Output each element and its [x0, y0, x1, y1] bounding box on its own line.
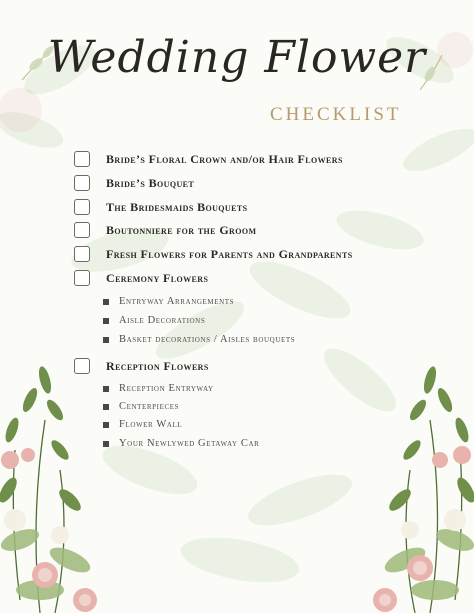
ceremony-subitem: [103, 315, 205, 326]
checkbox[interactable]: [74, 246, 90, 262]
checkbox[interactable]: [74, 151, 90, 167]
reception-subitem: [103, 438, 259, 449]
checklist-item-label: Bride’s Bouquet: [106, 175, 195, 190]
square-bullet-icon: [103, 422, 109, 428]
checklist-item-label: Reception Flowers: [106, 358, 209, 373]
checklist-item[interactable]: [74, 151, 343, 167]
checklist-item-label: Fresh Flowers for Parents and Grandparents: [106, 246, 353, 261]
subitem-label: Centerpieces: [119, 401, 180, 412]
subitem-label: Reception Entryway: [119, 383, 214, 394]
reception-subitem: [103, 419, 182, 430]
square-bullet-icon: [103, 318, 109, 324]
checklist-item[interactable]: [74, 222, 256, 238]
square-bullet-icon: [103, 404, 109, 410]
square-bullet-icon: [103, 299, 109, 305]
checkbox[interactable]: [74, 222, 90, 238]
subitem-label: Flower Wall: [119, 419, 183, 430]
subitem-label: Basket decorations / Aisles bouquets: [119, 334, 296, 345]
checklist-item-label: The Bridesmaids Bouquets: [106, 199, 248, 214]
page-subtitle: CHECKLIST: [270, 104, 402, 125]
ceremony-subitem: [103, 334, 295, 345]
checklist-item[interactable]: [74, 175, 194, 191]
checkbox[interactable]: [74, 199, 90, 215]
checklist-item-label: Boutonniere for the Groom: [106, 222, 257, 237]
reception-subitem: [103, 401, 179, 412]
checklist-item-label: Bride’s Floral Crown and/or Hair Flowers: [106, 151, 343, 166]
checklist-item-label: Ceremony Flowers: [106, 270, 209, 285]
square-bullet-icon: [103, 441, 109, 447]
checklist-item[interactable]: [74, 199, 247, 215]
checkbox[interactable]: [74, 358, 90, 374]
checklist-item[interactable]: [74, 246, 353, 262]
checkbox[interactable]: [74, 270, 90, 286]
subitem-label: Entryway Arrangements: [119, 296, 235, 307]
subitem-label: Aisle Decorations: [119, 315, 206, 326]
page-title: Wedding Flower: [47, 32, 427, 83]
checklist-item[interactable]: [74, 358, 209, 374]
checkbox[interactable]: [74, 175, 90, 191]
reception-subitem: [103, 383, 214, 394]
square-bullet-icon: [103, 386, 109, 392]
ceremony-subitem: [103, 296, 234, 307]
subitem-label: Your Newlywed Getaway Car: [119, 438, 260, 449]
square-bullet-icon: [103, 337, 109, 343]
checklist-item[interactable]: [74, 270, 208, 286]
